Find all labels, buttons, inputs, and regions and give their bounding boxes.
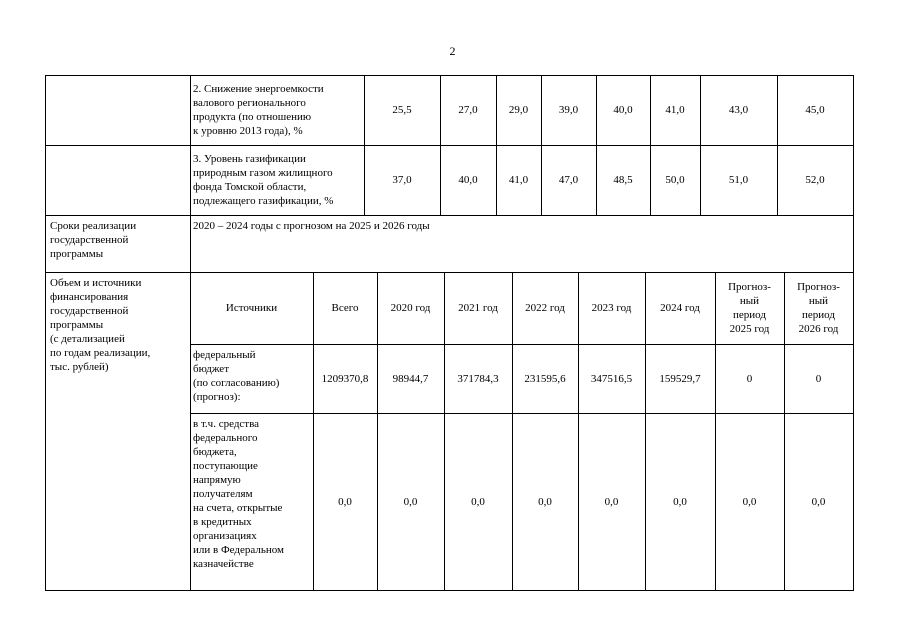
indicator-value [650, 173, 700, 187]
financing-header [784, 280, 853, 336]
financing-value [313, 372, 377, 386]
financing-label-line: государственной [50, 305, 129, 317]
financing-source-line: федеральный [193, 349, 256, 361]
indicator-label-line: к уровню 2013 года), % [193, 125, 303, 137]
financing-value-line: 1209370,8 [321, 373, 369, 385]
financing-header-line: период [733, 309, 766, 321]
table-border-v [364, 75, 365, 216]
financing-source-line: в т.ч. средства [193, 418, 260, 430]
indicator-value-line: 27,0 [458, 104, 478, 116]
financing-header-line: Всего [331, 302, 359, 314]
indicator-label-line: 2. Снижение энергоемкости [193, 83, 324, 95]
indicator-value [364, 173, 440, 187]
financing-header-line: Источники [225, 302, 278, 314]
table-border-v [777, 75, 778, 216]
table-border-v [650, 75, 651, 216]
indicator-value-line: 39,0 [558, 104, 579, 116]
financing-value [444, 495, 512, 509]
indicator-value [496, 103, 541, 117]
table-border-v [45, 75, 46, 591]
financing-value-line: 347516,5 [590, 373, 633, 385]
terms-value-line: 2020 – 2024 годы с прогнозом на 2025 и 2026 годы [193, 220, 430, 232]
financing-header [190, 301, 313, 315]
financing-label-line: (с детализацией [50, 333, 125, 345]
indicator-value [541, 103, 596, 117]
table-border-v [377, 272, 378, 591]
financing-label-line: финансирования [50, 291, 129, 303]
financing-value-line: 231595,6 [524, 373, 566, 385]
financing-source-line: (прогноз): [193, 391, 241, 403]
indicator-value-line: 47,0 [558, 174, 579, 186]
indicator-value-line: 37,0 [392, 174, 412, 186]
financing-label [50, 276, 190, 374]
indicator-value-line: 40,0 [458, 174, 478, 186]
terms-label [50, 219, 190, 261]
indicator-label-line: продукта (по отношению [193, 111, 312, 123]
financing-header-line: ный [739, 295, 760, 307]
financing-header [645, 301, 715, 315]
financing-value [784, 495, 853, 509]
financing-header-line: 2020 год [390, 302, 431, 314]
table-border-v [313, 272, 314, 591]
financing-header-line: ный [808, 295, 829, 307]
financing-source-line: бюджета, [193, 446, 237, 458]
financing-source [193, 417, 313, 571]
financing-label-line: Объем и источники [50, 277, 142, 289]
financing-source-line: на счета, открытые [193, 502, 283, 514]
financing-header-line: период [802, 309, 835, 321]
table-border-h [45, 75, 854, 76]
financing-header-line: 2025 год [729, 323, 770, 335]
indicator-label [193, 152, 364, 208]
financing-value-line: 0,0 [403, 496, 418, 508]
indicator-label-line: валового регионального [193, 97, 306, 109]
table-border-v [440, 75, 441, 216]
page-number: 2 [449, 44, 456, 58]
financing-header-line: 2024 год [660, 302, 700, 314]
financing-header-line: 2023 год [591, 302, 632, 314]
indicator-value-line: 41,0 [508, 174, 529, 186]
financing-value-line: 0,0 [811, 496, 826, 508]
financing-value-line: 371784,3 [457, 373, 499, 385]
indicator-label [193, 82, 364, 138]
financing-value [715, 495, 784, 509]
indicator-value-line: 51,0 [728, 174, 749, 186]
financing-source-line: федерального [193, 432, 258, 444]
table-border-v [645, 272, 646, 591]
financing-header-line: 2026 год [798, 323, 839, 335]
financing-value [313, 495, 377, 509]
table-border-v [496, 75, 497, 216]
financing-header-line: 2021 год [458, 302, 498, 314]
terms-value [193, 219, 853, 233]
financing-value [377, 495, 444, 509]
table-border-h [45, 145, 854, 146]
financing-value [578, 372, 645, 386]
indicator-value [440, 103, 496, 117]
table-border-v [596, 75, 597, 216]
financing-source-line: бюджет [193, 363, 229, 375]
financing-header [578, 301, 645, 315]
indicator-value-line: 52,0 [805, 174, 825, 186]
financing-source-line: казначействе [193, 558, 254, 570]
financing-source-line: (по согласованию) [193, 377, 280, 389]
financing-source-line: получателям [193, 488, 253, 500]
indicator-value [700, 103, 777, 117]
financing-header [377, 301, 444, 315]
indicator-value [364, 103, 440, 117]
financing-value [444, 372, 512, 386]
indicator-label-line: природным газом жилищного [193, 167, 333, 179]
indicator-value [440, 173, 496, 187]
financing-source-line: организациях [193, 530, 257, 542]
table-border-v [512, 272, 513, 591]
financing-value [715, 372, 784, 386]
indicator-value [541, 173, 596, 187]
indicator-value-line: 29,0 [508, 104, 529, 116]
financing-value-line: 98944,7 [392, 373, 429, 385]
financing-label-line: программы [50, 319, 104, 331]
financing-value-line: 0 [746, 373, 753, 385]
financing-value-line: 0,0 [471, 496, 485, 508]
financing-value-line: 159529,7 [659, 373, 701, 385]
indicator-value [596, 173, 650, 187]
financing-source-line: в кредитных [193, 516, 252, 528]
table-border-v [578, 272, 579, 591]
terms-label-line: государственной [50, 234, 129, 246]
indicator-value [650, 103, 700, 117]
financing-header-line: Прогноз- [728, 281, 771, 293]
financing-value [645, 495, 715, 509]
financing-source-line: поступающие [193, 460, 258, 472]
terms-label-line: Сроки реализации [50, 220, 137, 232]
financing-source-line: напрямую [193, 474, 241, 486]
indicator-value [496, 173, 541, 187]
financing-header-line: Прогноз- [797, 281, 840, 293]
indicator-value-line: 40,0 [613, 104, 633, 116]
financing-label-line: тыс. рублей) [50, 361, 109, 373]
table-border-h [45, 590, 854, 591]
indicator-value-line: 45,0 [805, 104, 825, 116]
indicator-value [596, 103, 650, 117]
financing-header [715, 280, 784, 336]
indicator-value-line: 50,0 [665, 174, 685, 186]
indicator-value-line: 25,5 [392, 104, 412, 116]
financing-value [512, 372, 578, 386]
financing-value-line: 0,0 [338, 496, 352, 508]
financing-header [512, 301, 578, 315]
financing-source [193, 348, 313, 404]
indicator-value [700, 173, 777, 187]
table-border-v [190, 75, 191, 591]
financing-value [645, 372, 715, 386]
financing-value [578, 495, 645, 509]
indicator-label-line: 3. Уровень газификации [193, 153, 306, 165]
financing-value-line: 0 [815, 373, 822, 385]
indicator-value [777, 173, 853, 187]
table-border-h [45, 272, 854, 273]
table-border-v [444, 272, 445, 591]
financing-value-line: 0,0 [742, 496, 757, 508]
financing-value [784, 372, 853, 386]
table-border-h [190, 344, 854, 345]
financing-value-line: 0,0 [538, 496, 552, 508]
indicator-value-line: 41,0 [665, 104, 685, 116]
financing-header [313, 301, 377, 315]
table-border-h [190, 413, 854, 414]
indicator-value-line: 48,5 [613, 174, 633, 186]
financing-value-line: 0,0 [673, 496, 687, 508]
financing-header [444, 301, 512, 315]
indicator-value [777, 103, 853, 117]
financing-label-line: по годам реализации, [50, 347, 151, 359]
financing-value [377, 372, 444, 386]
indicator-label-line: подлежащего газификации, % [193, 195, 334, 207]
financing-source-line: или в Федеральном [193, 544, 284, 556]
table-border-v [700, 75, 701, 216]
table-border-v [541, 75, 542, 216]
indicator-value-line: 43,0 [728, 104, 749, 116]
indicator-label-line: фонда Томской области, [193, 181, 307, 193]
table-border-v [853, 75, 854, 591]
terms-label-line: программы [50, 248, 104, 260]
table-border-h [45, 215, 854, 216]
financing-value [512, 495, 578, 509]
financing-header-line: 2022 год [525, 302, 565, 314]
financing-value-line: 0,0 [604, 496, 619, 508]
